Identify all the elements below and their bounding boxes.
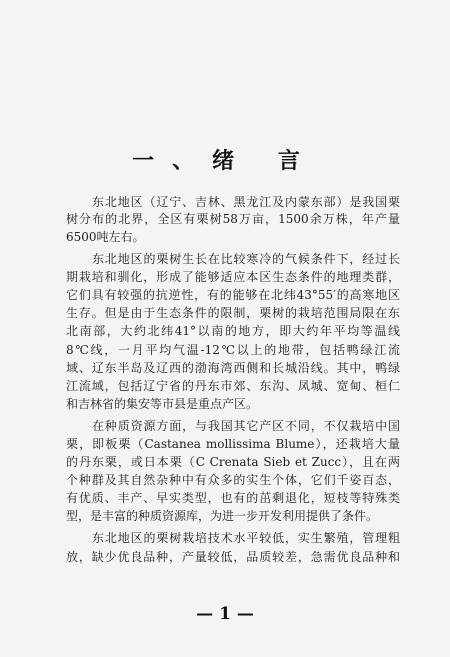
text-line: 树分布的北界，全区有栗树58万亩，1500余万株，年产量 [66,212,400,226]
text-line: 的丹东栗，或日本栗（C Crenata Sieb et Zucc），且在两 [66,455,400,469]
text-line: 有优质、丰产、早实类型，也有的茁剩退化，短枝等特殊类 [66,491,400,505]
text-line: 型，是丰富的种质资源库，为进一步开发利用提供了条件。 [66,509,379,523]
text-line: 东北地区的栗树生长在比较寒冷的气候条件下，经过长 [92,252,400,266]
text-line: 8℃线，一月平均气温-12℃以上的地带，包括鸭绿江流 [66,343,400,357]
text-line: 它们具有较强的抗逆性，有的能够在北纬43°55′的高寒地区 [66,288,400,302]
text-line: 北南部，大约北纬41°以南的地方，即大约年平均等温线 [66,324,400,338]
text-line: 栗，即板栗（Castanea mollissima Blume），还栽培大量 [66,437,400,451]
text-line: 江流域，包括辽宁省的丹东市郊、东沟、凤城、宽甸、桓仁 [66,379,400,393]
text-line: 放，缺少优良品种，产量较低，品质较差，急需优良品种和 [66,550,400,564]
text-line: 6500吨左右。 [66,230,145,244]
chapter-heading: 一、绪 言 [132,148,318,174]
text-line: 东北地区（辽宁、吉林、黑龙江及内蒙东部）是我国栗 [92,195,400,209]
text-line: 和吉林省的集安等市县是重点产区。 [66,397,259,411]
text-line: 在种质资源方面，与我国其它产区不同，不仅栽培中国 [92,419,400,433]
text-line: 个种群及其自然杂种中有众多的实生个体，它们千姿百态， [66,473,400,487]
text-line: 期栽培和驯化，形成了能够适应本区生态条件的地理类群， [66,270,400,284]
text-line: 域、辽东半岛及辽西的渤海湾西侧和长城沿线。其中，鸭绿 [66,361,400,375]
page-number: — 1 — [196,604,254,624]
text-line: 东北地区的栗树栽培技术水平较低，实生繁殖，管理粗 [92,531,400,545]
text-line: 生存。但是由于生态条件的限制，栗树的栽培范围局限在东 [66,306,400,320]
